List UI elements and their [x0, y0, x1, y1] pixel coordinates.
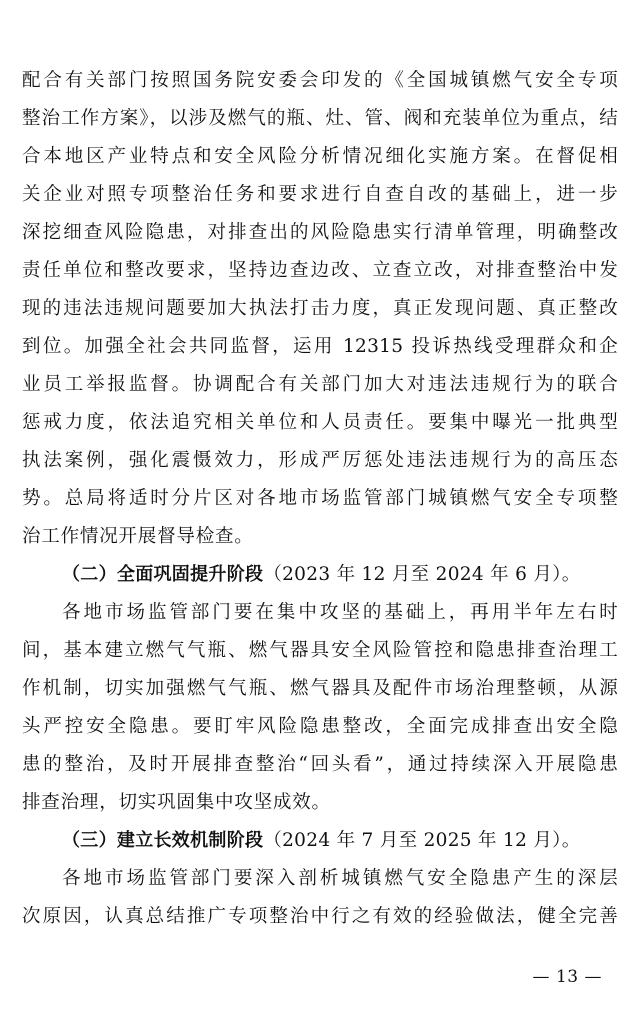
section-heading-3-detail: （2024 年 7 月至 2025 年 12 月）。 — [263, 830, 581, 851]
paragraph-1-line: 关企业对照专项整治任务和要求进行自查自改的基础上，进一步 — [22, 184, 618, 205]
paragraph-3 — [22, 860, 618, 936]
paragraph-1-line: 业员工举报监督。协调配合有关部门加大对违法违规行为的联合 — [22, 374, 618, 395]
paragraph-2-line: 间，基本建立燃气气瓶、燃气器具安全风险管控和隐患排查治理工 — [22, 640, 618, 661]
document-body — [22, 62, 618, 936]
paragraph-1-line: 治工作情况开展督导检查。 — [22, 526, 254, 547]
paragraph-2 — [22, 594, 618, 822]
paragraph-1-line: 配合有关部门按照国务院安委会印发的《全国城镇燃气安全专项 — [22, 70, 618, 91]
paragraph-1 — [22, 62, 618, 556]
paragraph-1-line: 执法案例，强化震慑效力，形成严厉惩处违法违规行为的高压态 — [22, 450, 618, 471]
section-heading-3 — [22, 822, 618, 860]
paragraph-3-line: 各地市场监管部门要深入剖析城镇燃气安全隐患产生的深层 — [62, 868, 618, 889]
paragraph-1-line: 到位。加强全社会共同监督，运用 12315 投诉热线受理群众和企 — [22, 336, 618, 357]
section-heading-2-detail: （2023 年 12 月至 2024 年 6 月）。 — [263, 564, 581, 585]
page-number: — 13 — — [532, 967, 602, 987]
paragraph-1-line: 深挖细查风险隐患，对排查出的风险隐患实行清单管理，明确整改 — [22, 222, 618, 243]
paragraph-1-line: 势。总局将适时分片区对各地市场监管部门城镇燃气安全专项整 — [22, 488, 618, 509]
section-heading-2 — [22, 556, 618, 594]
paragraph-2-line: 头严控安全隐患。要盯牢风险隐患整改，全面完成排查出安全隐 — [22, 716, 618, 737]
section-heading-3-label: （三）建立长效机制阶段 — [62, 830, 264, 851]
paragraph-1-line: 整治工作方案》，以涉及燃气的瓶、灶、管、阀和充装单位为重点，结 — [22, 108, 618, 129]
paragraph-2-line: 作机制，切实加强燃气气瓶、燃气器具及配件市场治理整顿，从源 — [22, 678, 618, 699]
section-heading-2-label: （二）全面巩固提升阶段 — [62, 564, 264, 585]
paragraph-2-line: 患的整治，及时开展排查整治“回头看”，通过持续深入开展隐患 — [22, 754, 618, 775]
paragraph-1-line: 现的违法违规问题要加大执法打击力度，真正发现问题、真正整改 — [22, 298, 618, 319]
paragraph-1-line: 惩戒力度，依法追究相关单位和人员责任。要集中曝光一批典型 — [22, 412, 618, 433]
paragraph-3-line: 次原因，认真总结推广专项整治中行之有效的经验做法，健全完善 — [22, 906, 618, 927]
paragraph-1-line: 责任单位和整改要求，坚持边查边改、立查立改，对排查整治中发 — [22, 260, 618, 281]
paragraph-2-line: 各地市场监管部门要在集中攻坚的基础上，再用半年左右时 — [62, 602, 618, 623]
paragraph-2-line: 排查治理，切实巩固集中攻坚成效。 — [22, 792, 331, 813]
paragraph-1-line: 合本地区产业特点和安全风险分析情况细化实施方案。在督促相 — [22, 146, 618, 167]
